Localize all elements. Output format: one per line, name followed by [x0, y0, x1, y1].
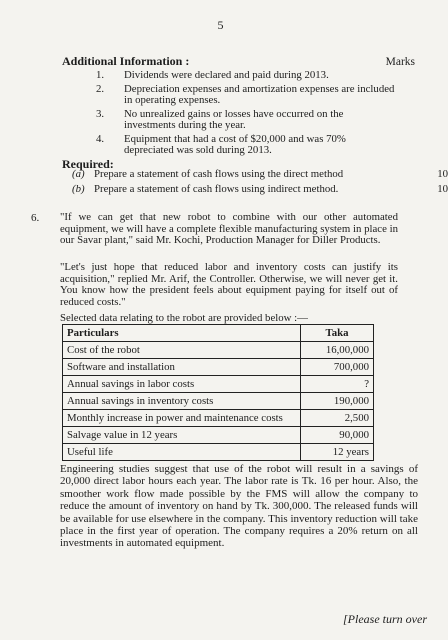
item-text: Dividends were declared and paid during 2013.: [124, 69, 329, 81]
question-paragraph-1: "If we can get that new robot to combine with our other automated equipment, we will have a complete flexible manufacturing system in place in our Savar plant," said Mr. Kochi, Production Manager for Diller Products.: [60, 211, 398, 246]
item-number: 1.: [96, 69, 105, 81]
row-item: Salvage value in 12 years: [63, 427, 301, 444]
question-paragraph-3: Engineering studies suggest that use of the robot will result in a savings of 20,000 direct labor hours each year. The labor rate is Tk. 16 per hour. Also, the smoother work flow made possible by the FMS will allow the company to reduce the amount of inventory on hand by Tk. 300,000. The released funds will be available for use elsewhere in the company. This inventory reduction will take place in the first year of operation. The company requires a 20% return on all investments in automated equipment.: [60, 463, 418, 550]
item-number: 3.: [96, 108, 105, 120]
row-item: Monthly increase in power and maintenance costs: [63, 410, 301, 427]
please-turn-over: [Please turn over: [343, 612, 427, 626]
info-item: [96, 84, 396, 106]
required-list: [66, 168, 448, 199]
header-taka: Taka: [301, 325, 374, 342]
required-marks: 10: [437, 168, 448, 180]
info-item: [96, 70, 396, 81]
row-item: Cost of the robot: [63, 342, 301, 359]
required-label: (b): [72, 183, 85, 195]
required-item: [66, 183, 448, 195]
question-number: 6.: [31, 212, 40, 224]
marks-header: Marks: [385, 56, 415, 68]
table-row: [63, 376, 374, 393]
info-item: [96, 109, 396, 131]
required-text: Prepare a statement of cash flows using indirect method.: [94, 183, 339, 195]
info-item: [96, 134, 396, 156]
table-row: [63, 342, 374, 359]
row-value: 190,000: [301, 393, 374, 410]
item-text: Depreciation expenses and amortization expenses are included in operating expenses.: [124, 83, 395, 106]
required-item: [66, 168, 448, 180]
required-label: (a): [72, 168, 85, 180]
table-row: [63, 427, 374, 444]
page-number: 5: [217, 18, 224, 32]
row-value: 2,500: [301, 410, 374, 427]
row-value: 12 years: [301, 444, 374, 461]
table-header-row: [63, 325, 374, 342]
table-row: [63, 444, 374, 461]
row-item: Annual savings in inventory costs: [63, 393, 301, 410]
item-text: Equipment that had a cost of $20,000 and was 70% depreciated was sold during 2013.: [124, 133, 346, 156]
additional-info-heading: Additional Information :: [62, 54, 190, 68]
robot-data-table: [62, 324, 374, 461]
question-paragraph-2: "Let's just hope that reduced labor and inventory costs can justify its acquisition," replied Mr. Arif, the Controller. Otherwise, we will never get it. You know how the president feels about equipment paying for itself out of reduced costs.": [60, 261, 398, 308]
required-heading: Required:: [62, 157, 114, 171]
row-item: Software and installation: [63, 359, 301, 376]
item-number: 4.: [96, 133, 105, 145]
row-value: ?: [301, 376, 374, 393]
header-particulars: Particulars: [63, 325, 301, 342]
table-row: [63, 359, 374, 376]
table-row: [63, 393, 374, 410]
row-value: 700,000: [301, 359, 374, 376]
row-value: 16,00,000: [301, 342, 374, 359]
item-text: No unrealized gains or losses have occurred on the investments during the year.: [124, 108, 344, 131]
row-value: 90,000: [301, 427, 374, 444]
item-number: 2.: [96, 83, 105, 95]
required-text: Prepare a statement of cash flows using the direct method: [94, 168, 344, 180]
additional-info-list: [96, 70, 396, 159]
row-item: Useful life: [63, 444, 301, 461]
selected-data-intro: Selected data relating to the robot are provided below :—: [60, 312, 308, 324]
table-row: [63, 410, 374, 427]
row-item: Annual savings in labor costs: [63, 376, 301, 393]
required-marks: 10: [437, 183, 448, 195]
